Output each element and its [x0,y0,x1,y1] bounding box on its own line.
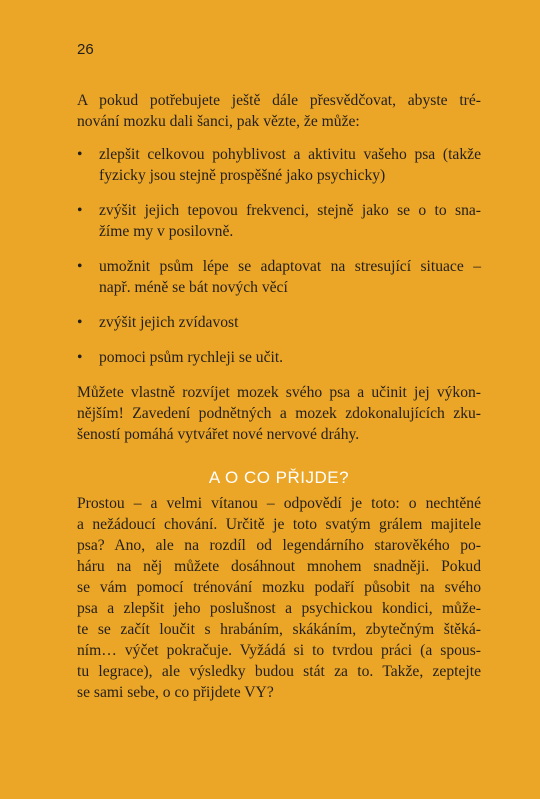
text-line: žíme my v posilovně. [99,223,234,240]
bullet-icon: • [77,146,83,163]
text-line: Prostou – a velmi vítanou – odpovědí je toto: o nechtěné [77,495,481,512]
bullet-icon: • [77,258,83,275]
bullet-icon: • [77,314,83,331]
text-line: A pokud potřebujete ještě dále přesvědčovat, abyste tré- [77,92,481,109]
text-line: se sami sebe, o co přijdete VY? [77,684,274,701]
text-line: nování mozku dali šanci, pak vězte, že může: [77,113,360,130]
intro-paragraph [77,90,481,132]
text-line: zvýšit jejich tepovou frekvenci, stejně jako se o to sna- [99,202,481,219]
page-content [77,90,481,703]
text-line: pomoci psům rychleji se učit. [99,349,284,366]
text-line: te se začít loučit s hrabáním, skákáním, zbytečným štěká- [77,621,481,638]
text-line: např. méně se bát nových věcí [99,279,288,296]
text-line: tu legrace), ale výsledky budou stát za to. Takže, zeptejte [77,663,481,680]
text-line: se vám pomocí trénování mozku podaří působit na svého [77,579,481,596]
list-item [77,347,481,368]
body-paragraph [77,382,481,445]
text-line: psa a zlepšit jeho poslušnost a psychickou kondici, může- [77,600,481,617]
bullet-icon: • [77,202,83,219]
text-line: nějším! Zavedení podnětných a mozek zdokonalujících zku- [77,405,481,422]
text-line: zvýšit jejich zvídavost [99,314,239,331]
text-line: Můžete vlastně rozvíjet mozek svého psa a učinit jej výkon- [77,384,481,401]
list-item [77,312,481,333]
body-paragraph [77,493,481,703]
text-line: ním… výčet pokračuje. Vyžádá si to tvrdou práci (a spous- [77,642,481,659]
text-line: háru na něj můžete dosáhnout mnohem snadněji. Pokud [77,558,481,575]
benefits-list [77,144,481,368]
text-line: fyzicky jsou stejně prospěšné jako psychicky) [99,167,386,184]
page-number: 26 [77,41,94,58]
text-line: psa? Ano, ale na rozdíl od legendárního starověkého po- [77,537,481,554]
text-line: umožnit psům lépe se adaptovat na stresující situace – [99,258,481,275]
list-item [77,144,481,186]
text-line: zlepšit celkovou pohyblivost a aktivitu vašeho psa (takže [99,146,481,163]
bullet-icon: • [77,349,83,366]
text-line: a nežádoucí chování. Určitě je toto svatým grálem majitele [77,516,481,533]
section-heading: A O CO PŘIJDE? [208,468,350,487]
list-item [77,200,481,242]
list-item [77,256,481,298]
text-line: šeností pomáhá vytvářet nové nervové dráhy. [77,426,360,443]
